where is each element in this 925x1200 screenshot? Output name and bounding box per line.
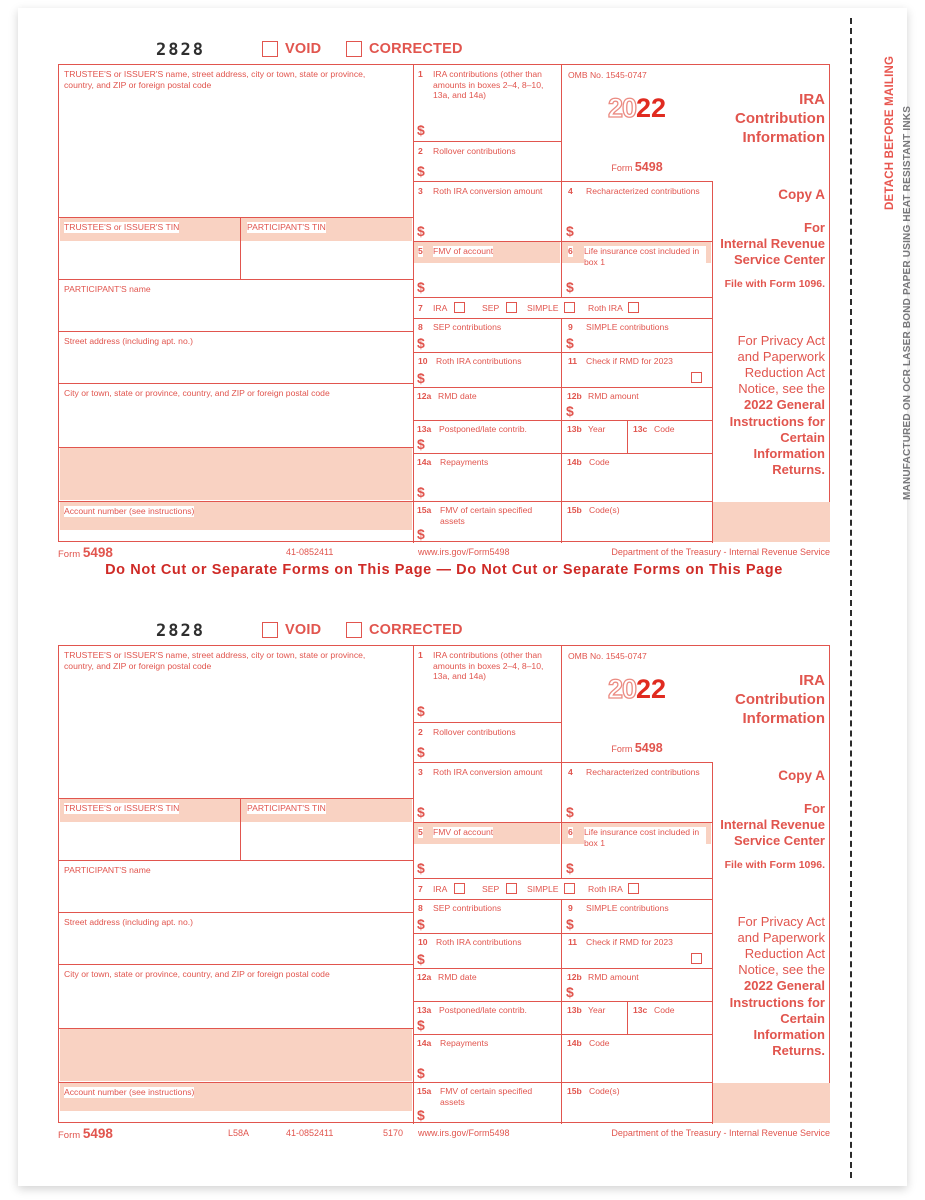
bottom-right-shade-2 [713, 1083, 830, 1123]
box-13b-field-2[interactable] [561, 1001, 627, 1034]
box-15a-number: 15a [417, 505, 432, 515]
box-14a-field[interactable] [413, 453, 561, 501]
city-state-zip-field-2[interactable] [59, 964, 413, 1028]
box-1-label-2: IRA contributions (other than amounts in boxes 2–4, 8–10, 13a, and 14a) [433, 650, 555, 682]
box-5-number: 5 [418, 246, 423, 256]
box-6-field-2[interactable] [561, 822, 712, 878]
form-body [58, 64, 830, 542]
privacy-line-6: Instructions for [729, 413, 825, 429]
form-5498-copy-a-top [58, 40, 830, 562]
copy-irs-line-2: Service Center [733, 251, 825, 267]
box-10-dollar-sign: $ [417, 370, 425, 386]
privacy-line-2: and Paperwork [737, 349, 825, 365]
box-15b-number-2: 15b [567, 1086, 582, 1096]
box-13b-number-2: 13b [567, 1005, 582, 1015]
box-1-number-2: 1 [418, 650, 423, 660]
privacy-line-4: Notice, see the [738, 381, 825, 397]
box-6-number-2: 6 [568, 827, 573, 837]
box-7-roth-label-2: Roth IRA [588, 884, 623, 894]
box-6-label-2: Life insurance cost included in box 1 [584, 827, 706, 848]
box-14b-number-2: 14b [567, 1038, 582, 1048]
box-12a-number-2: 12a [417, 972, 432, 982]
box-13a-label: Postponed/late contrib. [439, 424, 527, 434]
corrected-checkbox-group[interactable] [346, 41, 463, 57]
box-13b-field[interactable] [561, 420, 627, 453]
trustee-tin-label: TRUSTEE'S or ISSUER'S TIN [64, 222, 180, 232]
box-13c-label-2: Code [654, 1005, 675, 1015]
box-8-number: 8 [418, 322, 423, 332]
blank-shaded-row-2 [59, 1028, 413, 1082]
box-8-dollar-sign-2: $ [417, 916, 425, 932]
participant-tin-label: PARTICIPANT'S TIN [247, 222, 326, 232]
box-13a-dollar-sign-2: $ [417, 1017, 425, 1033]
street-address-field[interactable] [59, 331, 413, 383]
box-12a-label: RMD date [438, 391, 477, 401]
box-7-sep-checkbox[interactable] [506, 302, 517, 313]
box-11-rmd-checkbox-2[interactable] [691, 953, 702, 964]
box-3-dollar-sign: $ [417, 223, 425, 239]
void-checkbox-2[interactable] [262, 622, 278, 638]
box-14a-number: 14a [417, 457, 432, 467]
perforation-line [850, 18, 852, 1178]
form-number-header: Form 5498 [611, 160, 663, 174]
box-10-number-2: 10 [418, 937, 428, 947]
box-6-number: 6 [568, 246, 573, 256]
corrected-checkbox[interactable] [346, 41, 362, 57]
form-title-line-1-2: IRA [799, 672, 825, 689]
privacy-act-notice-2 [714, 914, 825, 1059]
box-14b-field[interactable] [561, 453, 712, 501]
box-10-dollar-sign-2: $ [417, 951, 425, 967]
box-13a-number: 13a [417, 424, 432, 434]
copy-for-label: For [804, 220, 825, 235]
box-12a-label-2: RMD date [438, 972, 477, 982]
corrected-checkbox-2[interactable] [346, 622, 362, 638]
footer-url[interactable]: www.irs.gov/Form5498 [418, 547, 510, 557]
box-7-simple-label-2: SIMPLE [527, 884, 559, 894]
privacy-line-4-2: Notice, see the [738, 962, 825, 978]
box-3-label: Roth IRA conversion amount [433, 186, 555, 197]
void-checkbox-group-2[interactable] [262, 622, 321, 638]
footer-ein-2: 41-0852411 [286, 1128, 334, 1138]
box-12b-number: 12b [567, 391, 582, 401]
box-15b-label: Code(s) [589, 505, 620, 515]
form-header-strip-2 [58, 621, 830, 645]
box-8-field[interactable] [413, 318, 561, 352]
box-13a-field-2[interactable] [413, 1001, 561, 1034]
do-not-cut-banner: Do Not Cut or Separate Forms on This Page — Do Not Cut or Separate Forms on This Page [105, 562, 783, 578]
box-12b-dollar-sign: $ [566, 403, 574, 419]
omb-year-block [561, 65, 712, 181]
box-7-number: 7 [418, 303, 423, 313]
box-2-dollar-sign-2: $ [417, 744, 425, 760]
form-5498-copy-a-bottom [58, 621, 830, 1143]
box-7-sep-label-2: SEP [482, 884, 500, 894]
box-13c-number-2: 13c [633, 1005, 648, 1015]
footer-department-2: Department of the Treasury - Internal Revenue Service [611, 1128, 830, 1138]
box-12a-field[interactable] [413, 387, 561, 420]
box-8-number-2: 8 [418, 903, 423, 913]
account-number-label: Account number (see instructions) [64, 506, 195, 516]
manufactured-note-text: MANUFACTURED ON OCR LASER BOND PAPER USING HEAT RESISTANT INKS [902, 105, 913, 500]
form-serial-number-2: 2828 [156, 621, 205, 641]
box-8-label: SEP contributions [433, 322, 502, 332]
privacy-line-1-2: For Privacy Act [737, 914, 825, 929]
box-13c-field[interactable] [627, 420, 712, 453]
box-12b-number-2: 12b [567, 972, 582, 982]
footer-url-2[interactable]: www.irs.gov/Form5498 [418, 1128, 510, 1138]
footer-l58a-code: L58A [228, 1128, 250, 1138]
void-label-2: VOID [285, 622, 322, 638]
box-6-dollar-sign: $ [566, 279, 574, 295]
box-4-field[interactable] [561, 181, 712, 241]
box-7-ira-label: IRA [433, 303, 448, 313]
box-1-field-2[interactable] [413, 646, 561, 722]
street-address-label-2: Street address (including apt. no.) [64, 917, 193, 927]
bottom-right-shade [713, 502, 830, 542]
box-1-label: IRA contributions (other than amounts in boxes 2–4, 8–10, 13a, and 14a) [433, 69, 555, 101]
privacy-line-9-2: Returns. [772, 1042, 825, 1058]
form-title-line-3-2: Information [742, 709, 825, 727]
box-14a-number-2: 14a [417, 1038, 432, 1048]
privacy-line-3-2: Reduction Act [744, 946, 825, 962]
trustee-name-address-field-2[interactable] [59, 646, 413, 798]
box-10-number: 10 [418, 356, 428, 366]
omb-year-block-2 [561, 646, 712, 762]
box-4-number-2: 4 [568, 767, 573, 777]
privacy-line-2-2: and Paperwork [737, 930, 825, 946]
void-label: VOID [285, 41, 322, 57]
box-7-sep-checkbox-2[interactable] [506, 883, 517, 894]
account-number-field[interactable] [59, 501, 413, 541]
copy-a-heading [719, 187, 825, 203]
void-checkbox[interactable] [262, 41, 278, 57]
box-9-dollar-sign: $ [566, 335, 574, 351]
box-5-dollar-sign-2: $ [417, 860, 425, 876]
box-11-field[interactable] [561, 352, 712, 387]
footer-ein: 41-0852411 [286, 547, 334, 557]
copy-irs-line-2-2: Service Center [733, 832, 825, 848]
file-with-1096-note [719, 278, 825, 291]
city-state-zip-label-2: City or town, state or province, country, and ZIP or foreign postal code [64, 969, 330, 979]
box-5-label: FMV of account [433, 246, 494, 256]
box-8-field-2[interactable] [413, 899, 561, 933]
form-title-line-2: Contribution [735, 109, 825, 127]
city-state-zip-label: City or town, state or province, country, and ZIP or foreign postal code [64, 388, 330, 398]
box-7-field[interactable] [413, 297, 712, 318]
box-15a-field-2[interactable] [413, 1082, 561, 1124]
box-7-ira-checkbox[interactable] [454, 302, 465, 313]
box-15a-dollar-sign-2: $ [417, 1107, 425, 1123]
file-with-1096-text: File with Form 1096. [724, 278, 825, 290]
box-15b-field[interactable] [561, 501, 712, 543]
box-11-number: 11 [568, 356, 578, 366]
box-10-field-2[interactable] [413, 933, 561, 968]
form-title [719, 91, 825, 148]
box-3-label-2: Roth IRA conversion amount [433, 767, 555, 778]
box-1-dollar-sign: $ [417, 122, 425, 138]
box-6-field[interactable] [561, 241, 712, 297]
box-2-label-2: Rollover contributions [433, 727, 516, 737]
box-15a-label: FMV of certain specified assets [440, 505, 558, 526]
tax-year: 2022 [607, 93, 667, 123]
box-2-dollar-sign: $ [417, 163, 425, 179]
box-14b-label: Code [589, 457, 610, 467]
copy-a-heading-2 [719, 768, 825, 784]
box-11-label-2: Check if RMD for 2023 [586, 937, 673, 947]
box-6-label: Life insurance cost included in box 1 [584, 246, 706, 267]
box-10-label-2: Roth IRA contributions [436, 937, 522, 947]
trustee-tin-field[interactable] [59, 217, 240, 279]
corrected-label-2: CORRECTED [369, 622, 463, 638]
box-9-dollar-sign-2: $ [566, 916, 574, 932]
box-4-dollar-sign: $ [566, 223, 574, 239]
privacy-line-5-2: 2022 General [744, 978, 825, 994]
box-14a-field-2[interactable] [413, 1034, 561, 1082]
trustee-name-address-label-2: TRUSTEE'S or ISSUER'S name, street address, city or town, state or province, country, and ZIP or foreign postal code [64, 650, 394, 671]
box-12a-field-2[interactable] [413, 968, 561, 1001]
copy-a-for-block-2 [719, 801, 825, 849]
copy-irs-line-1: Internal Revenue [720, 235, 825, 251]
trustee-tin-field-2[interactable] [59, 798, 240, 860]
omb-number-2: OMB No. 1545-0747 [568, 651, 647, 661]
void-checkbox-group[interactable] [262, 41, 321, 57]
privacy-line-8: Information [753, 445, 825, 461]
box-15b-field-2[interactable] [561, 1082, 712, 1124]
footer-form-label-2: Form 5498 [58, 1126, 113, 1141]
box-12b-dollar-sign-2: $ [566, 984, 574, 1000]
box-14a-label: Repayments [440, 457, 489, 467]
box-12b-label-2: RMD amount [588, 972, 639, 982]
box-7-simple-checkbox-2[interactable] [564, 883, 575, 894]
form-title-line-1: IRA [799, 91, 825, 108]
box-13a-number-2: 13a [417, 1005, 432, 1015]
box-4-label: Recharacterized contributions [586, 186, 708, 197]
box-11-number-2: 11 [568, 937, 578, 947]
box-13c-label: Code [654, 424, 675, 434]
box-11-label: Check if RMD for 2023 [586, 356, 673, 366]
box-9-number-2: 9 [568, 903, 573, 913]
box-14b-label-2: Code [589, 1038, 610, 1048]
detach-before-mailing-text: DETACH BEFORE MAILING [884, 55, 896, 210]
box-15a-label-2: FMV of certain specified assets [440, 1086, 558, 1107]
box-15b-number: 15b [567, 505, 582, 515]
box-5-label-2: FMV of account [433, 827, 494, 837]
footer-form-label: Form 5498 [58, 545, 113, 560]
box-1-number: 1 [418, 69, 423, 79]
box-7-roth-checkbox-2[interactable] [628, 883, 639, 894]
box-14a-dollar-sign: $ [417, 484, 425, 500]
trustee-tin-label-2: TRUSTEE'S or ISSUER'S TIN [64, 803, 180, 813]
box-13a-label-2: Postponed/late contrib. [439, 1005, 527, 1015]
box-7-field-2[interactable] [413, 878, 712, 899]
box-9-label-2: SIMPLE contributions [586, 903, 669, 913]
box-3-field[interactable] [413, 181, 561, 241]
box-14b-field-2[interactable] [561, 1034, 712, 1082]
street-address-field-2[interactable] [59, 912, 413, 964]
box-3-dollar-sign-2: $ [417, 804, 425, 820]
form-serial-number: 2828 [156, 40, 205, 60]
privacy-line-8-2: Information [753, 1026, 825, 1042]
box-12b-field-2[interactable] [561, 968, 712, 1001]
form-body-2 [58, 645, 830, 1123]
box-13c-field-2[interactable] [627, 1001, 712, 1034]
box-9-field-2[interactable] [561, 899, 712, 933]
box-8-dollar-sign: $ [417, 335, 425, 351]
box-4-label-2: Recharacterized contributions [586, 767, 708, 778]
file-with-1096-note-2 [719, 859, 825, 872]
form-title-2 [719, 672, 825, 729]
box-14a-dollar-sign-2: $ [417, 1065, 425, 1081]
box-10-field[interactable] [413, 352, 561, 387]
participant-name-field-2[interactable] [59, 860, 413, 912]
box-13c-number: 13c [633, 424, 648, 434]
privacy-line-1: For Privacy Act [737, 333, 825, 348]
tax-year-2: 2022 [607, 674, 667, 704]
street-address-label: Street address (including apt. no.) [64, 336, 193, 346]
box-1-dollar-sign-2: $ [417, 703, 425, 719]
participant-tin-field[interactable] [240, 217, 413, 279]
participant-name-label: PARTICIPANT'S name [64, 284, 151, 294]
box-10-label: Roth IRA contributions [436, 356, 522, 366]
trustee-name-address-label: TRUSTEE'S or ISSUER'S name, street address, city or town, state or province, country, and ZIP or foreign postal code [64, 69, 394, 90]
omb-number: OMB No. 1545-0747 [568, 70, 647, 80]
privacy-line-5: 2022 General [744, 397, 825, 413]
file-with-1096-text-2: File with Form 1096. [724, 859, 825, 871]
box-6-dollar-sign-2: $ [566, 860, 574, 876]
box-5-field[interactable] [413, 241, 561, 297]
box-7-roth-checkbox[interactable] [628, 302, 639, 313]
blank-shaded-row [59, 447, 413, 501]
copy-a-label-2: Copy A [778, 768, 825, 783]
box-14a-label-2: Repayments [440, 1038, 489, 1048]
trustee-name-address-field[interactable] [59, 65, 413, 217]
box-4-field-2[interactable] [561, 762, 712, 822]
copy-for-label-2: For [804, 801, 825, 816]
participant-tin-field-2[interactable] [240, 798, 413, 860]
box-7-simple-checkbox[interactable] [564, 302, 575, 313]
box-8-label-2: SEP contributions [433, 903, 502, 913]
box-13a-field[interactable] [413, 420, 561, 453]
copy-irs-line-1-2: Internal Revenue [720, 816, 825, 832]
box-2-number: 2 [418, 146, 423, 156]
box-15a-dollar-sign: $ [417, 526, 425, 542]
box-3-number: 3 [418, 186, 423, 196]
box-13b-label: Year [588, 424, 606, 434]
city-state-zip-field[interactable] [59, 383, 413, 447]
box-15a-field[interactable] [413, 501, 561, 543]
participant-name-label-2: PARTICIPANT'S name [64, 865, 151, 875]
box-9-field[interactable] [561, 318, 712, 352]
box-13b-number: 13b [567, 424, 582, 434]
account-number-field-2[interactable] [59, 1082, 413, 1122]
box-7-roth-label: Roth IRA [588, 303, 623, 313]
box-5-field-2[interactable] [413, 822, 561, 878]
form-header-strip [58, 40, 830, 64]
box-9-label: SIMPLE contributions [586, 322, 669, 332]
copy-a-label: Copy A [778, 187, 825, 202]
box-1-field[interactable] [413, 65, 561, 141]
box-7-number-2: 7 [418, 884, 423, 894]
form-footer-bottom [58, 1123, 830, 1143]
box-12a-number: 12a [417, 391, 432, 401]
box-2-field-2[interactable] [413, 722, 561, 762]
box-11-field-2[interactable] [561, 933, 712, 968]
footer-product-code: 5170 [383, 1128, 404, 1138]
box-4-number: 4 [568, 186, 573, 196]
privacy-act-notice [714, 333, 825, 478]
participant-name-field[interactable] [59, 279, 413, 331]
privacy-line-7-2: Certain [780, 1010, 825, 1026]
box-2-number-2: 2 [418, 727, 423, 737]
corrected-label: CORRECTED [369, 41, 463, 57]
box-7-sep-label: SEP [482, 303, 500, 313]
privacy-line-7: Certain [780, 429, 825, 445]
box-12b-label: RMD amount [588, 391, 639, 401]
form-number-header-2: Form 5498 [611, 741, 663, 755]
box-5-number-2: 5 [418, 827, 423, 837]
box-7-ira-checkbox-2[interactable] [454, 883, 465, 894]
box-7-simple-label: SIMPLE [527, 303, 559, 313]
form-title-line-2-2: Contribution [735, 690, 825, 708]
box-7-ira-label-2: IRA [433, 884, 448, 894]
footer-department: Department of the Treasury - Internal Revenue Service [611, 547, 830, 557]
box-4-dollar-sign-2: $ [566, 804, 574, 820]
box-15a-number-2: 15a [417, 1086, 432, 1096]
box-5-dollar-sign: $ [417, 279, 425, 295]
box-3-field-2[interactable] [413, 762, 561, 822]
form-title-line-3: Information [742, 128, 825, 146]
box-14b-number: 14b [567, 457, 582, 467]
box-13b-label-2: Year [588, 1005, 606, 1015]
account-number-label-2: Account number (see instructions) [64, 1087, 195, 1097]
box-2-field[interactable] [413, 141, 561, 181]
privacy-line-9: Returns. [772, 461, 825, 477]
participant-tin-label-2: PARTICIPANT'S TIN [247, 803, 326, 813]
box-15b-label-2: Code(s) [589, 1086, 620, 1096]
box-12b-field[interactable] [561, 387, 712, 420]
box-11-rmd-checkbox[interactable] [691, 372, 702, 383]
privacy-line-6-2: Instructions for [729, 994, 825, 1010]
privacy-line-3: Reduction Act [744, 365, 825, 381]
copy-a-for-block [719, 220, 825, 268]
corrected-checkbox-group-2[interactable] [346, 622, 463, 638]
box-13a-dollar-sign: $ [417, 436, 425, 452]
box-3-number-2: 3 [418, 767, 423, 777]
box-9-number: 9 [568, 322, 573, 332]
box-2-label: Rollover contributions [433, 146, 516, 156]
form-footer-top [58, 542, 830, 562]
